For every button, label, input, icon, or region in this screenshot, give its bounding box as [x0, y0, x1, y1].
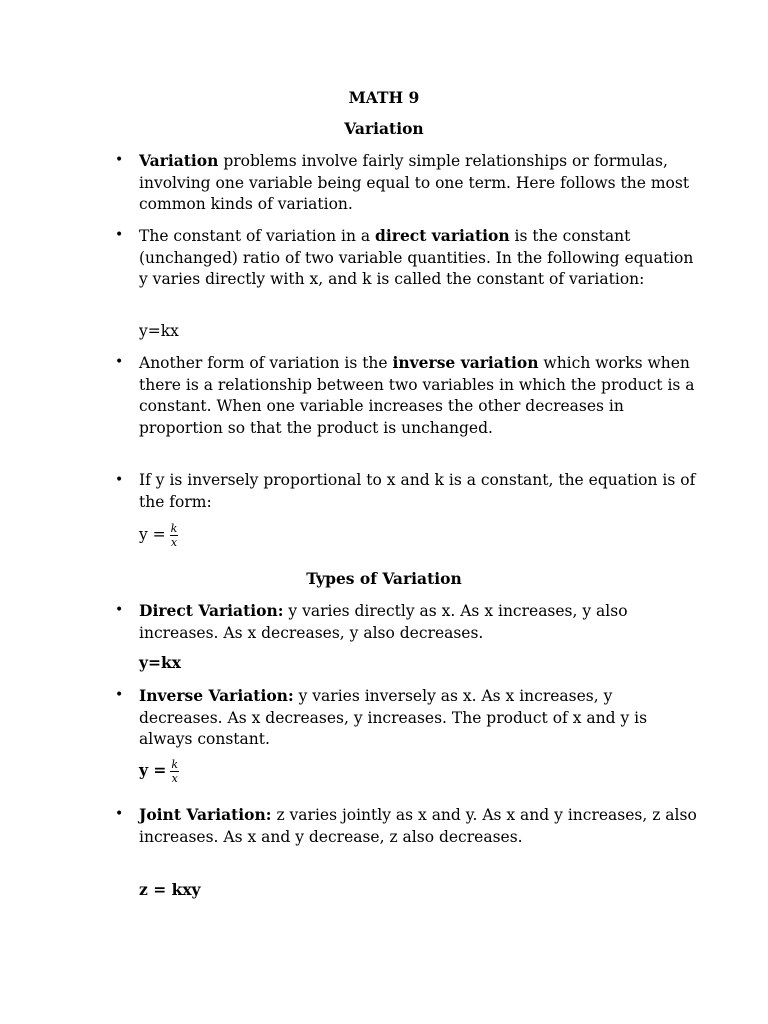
fraction	[170, 522, 179, 549]
direct-term: direct variation	[375, 226, 510, 245]
fraction-denominator: x	[170, 536, 178, 549]
bullet-marker: •	[115, 227, 124, 243]
type-inverse-equation	[139, 758, 179, 785]
fraction-denominator: x	[171, 772, 178, 785]
type-joint-text: z varies jointly as x and y. As x and y increases, z also increases. As x and y decrease, z also decreases.	[139, 806, 697, 846]
types-heading: Types of Variation	[306, 569, 462, 588]
fraction-numerator: k	[170, 522, 178, 535]
type-inverse-paragraph	[139, 685, 699, 751]
type-joint-paragraph	[139, 804, 699, 848]
bullet-marker: •	[115, 687, 124, 703]
intro-text: problems involve fairly simple relationships or formulas, involving one variable being equal to one term. Here follows the most common kinds of variation.	[139, 152, 690, 214]
intro-term: Variation	[139, 151, 219, 170]
fraction	[170, 758, 179, 785]
equation-direct: y=kx	[139, 322, 179, 340]
inverse-text-pre: Another form of variation is the	[139, 354, 393, 372]
type-joint-equation: z = kxy	[139, 880, 201, 899]
page-subtitle: Variation	[344, 119, 424, 138]
bullet-marker: •	[115, 602, 124, 618]
type-joint-term: Joint Variation:	[139, 805, 272, 824]
direct-paragraph	[139, 225, 699, 291]
type-direct-equation: y=kx	[139, 653, 181, 672]
type-inverse-equation-lhs: y =	[139, 760, 167, 780]
inverse-term: inverse variation	[392, 353, 539, 372]
bullet-marker: •	[115, 806, 124, 822]
page-title: MATH 9	[348, 88, 420, 107]
bullet-marker: •	[115, 152, 124, 168]
type-direct-term: Direct Variation:	[139, 601, 284, 620]
direct-text-post: is the constant (unchanged) ratio of two variable quantities. In the following equation y varies directly with x, and k is called the constant of variation:	[139, 227, 694, 289]
equation-inverse	[139, 522, 178, 549]
direct-text-pre: The constant of variation in a	[139, 227, 376, 245]
type-inverse-text: y varies inversely as x. As x increases, y decreases. As x decreases, y increases. The product of x and y is always constant.	[139, 687, 648, 749]
equation-inverse-lhs: y =	[139, 525, 166, 544]
bullet-marker: •	[115, 472, 124, 488]
type-direct-paragraph	[139, 600, 699, 644]
inverse-text-post: which works when there is a relationship between two variables in which the product is a constant. When one variable increases the other decreases in proportion so that the product is unchanged.	[139, 354, 695, 438]
inverse-form-paragraph: If y is inversely proportional to x and k is a constant, the equation is of the form:	[139, 471, 696, 511]
intro-paragraph	[139, 150, 699, 216]
inverse-paragraph	[139, 352, 699, 440]
fraction-numerator: k	[171, 758, 179, 771]
bullet-marker: •	[115, 354, 124, 370]
type-direct-text: y varies directly as x. As x increases, y also increases. As x decreases, y also decreases.	[139, 602, 628, 642]
type-inverse-term: Inverse Variation:	[139, 686, 294, 705]
